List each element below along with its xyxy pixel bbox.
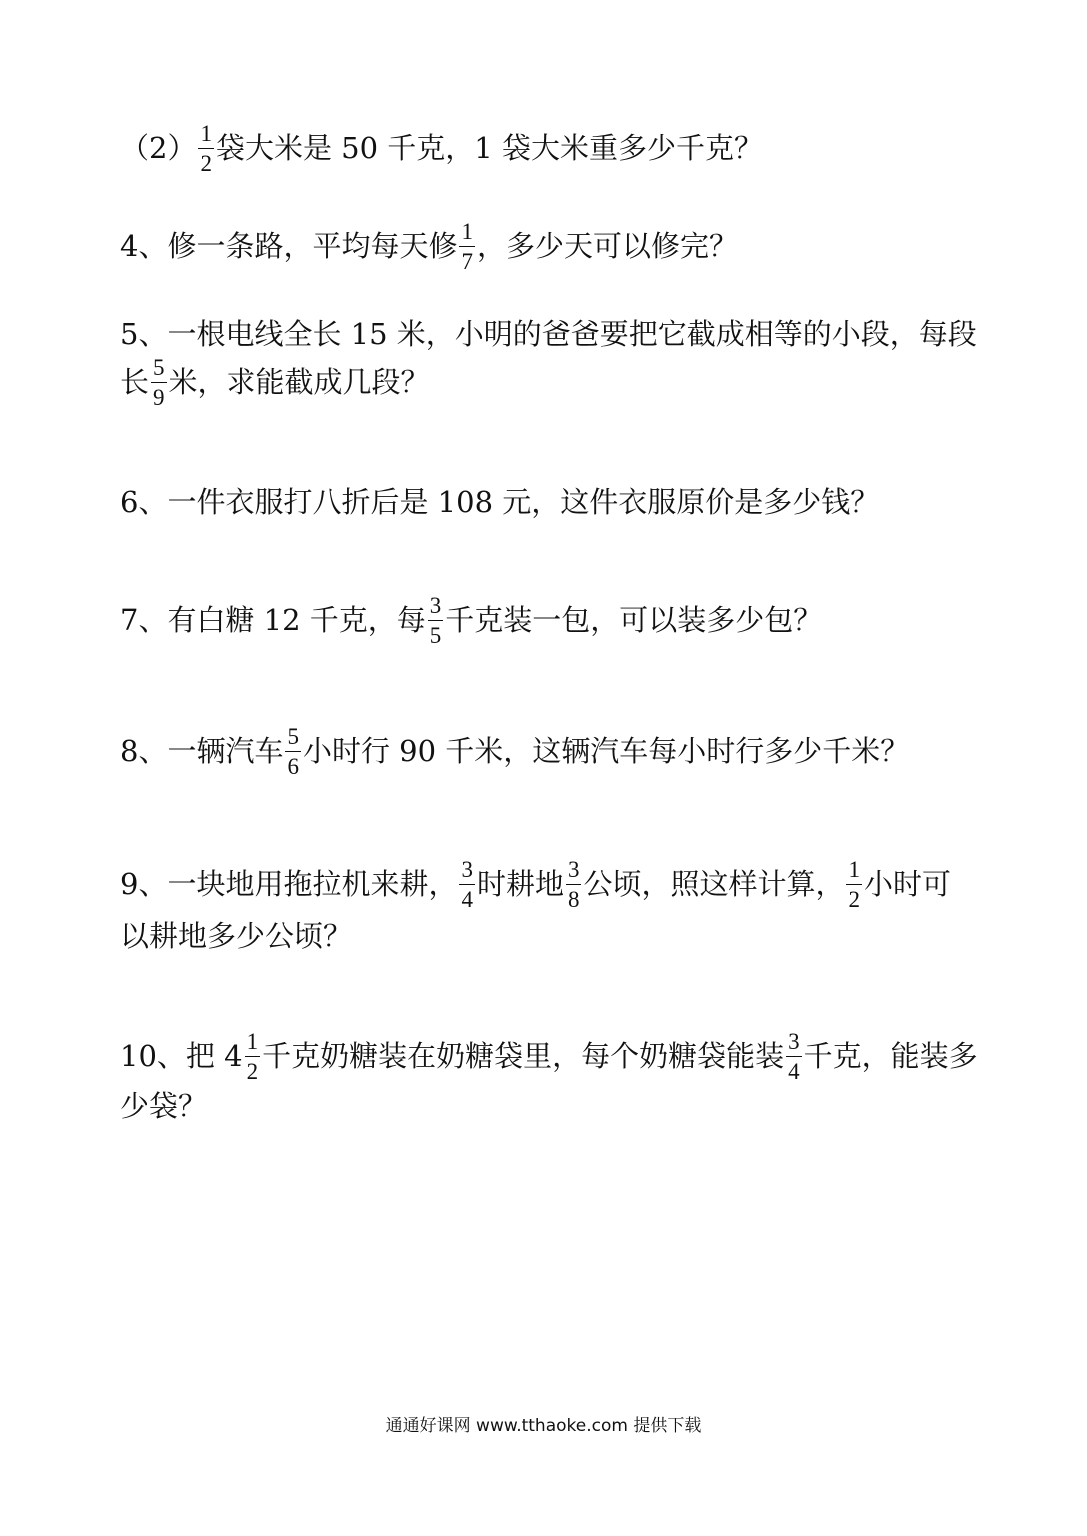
fraction-denominator: 9	[153, 385, 165, 410]
q8-text: 小时行 90 千米，这辆汽车每小时行多少千米？	[302, 734, 910, 768]
q4-prefix: 4、修一条路，平均每天修	[120, 229, 458, 263]
fraction-denominator: 2	[848, 887, 860, 912]
footer-credit: 通通好课网 www.tthaoke.com 提供下载	[385, 1416, 702, 1436]
question-9-line-2	[120, 919, 353, 953]
fraction-numerator: 3	[459, 858, 475, 885]
fraction-numerator: 1	[245, 1030, 261, 1057]
q7-prefix: 7、有白糖 12 千克，每	[120, 603, 426, 637]
q6-text: 6、一件衣服打八折后是 108 元，这件衣服原价是多少钱？	[120, 485, 880, 519]
q10-line2: 少袋？	[120, 1089, 208, 1123]
fraction	[459, 858, 475, 911]
q10-prefix: 10、把 4	[120, 1039, 243, 1073]
fraction	[198, 122, 214, 175]
fraction	[566, 858, 582, 911]
fraction-denominator: 8	[567, 887, 580, 912]
fraction-numerator: 3	[786, 1030, 802, 1057]
q9-prefix: 9、一块地用拖拉机来耕，	[120, 867, 458, 901]
fraction	[846, 858, 862, 911]
q5-line1: 5、一根电线全长 15 米，小明的爸爸要把它截成相等的小段，每段	[120, 317, 977, 351]
fraction-numerator: 5	[151, 356, 167, 383]
question-7	[120, 594, 822, 647]
q9-text: 小时可	[863, 867, 951, 901]
q5-line2-prefix: 长	[120, 365, 150, 399]
q2-sub-prefix: （2）	[120, 131, 197, 165]
q9-mid1: 时耕地	[476, 867, 564, 901]
q9-line2: 以耕地多少公顷？	[120, 919, 353, 953]
q2-sub-text: 袋大米是 50 千克，1 袋大米重多少千克？	[215, 131, 763, 165]
fraction-denominator: 7	[461, 249, 473, 274]
fraction-denominator: 6	[287, 754, 299, 779]
fraction	[245, 1030, 261, 1083]
fraction-numerator: 1	[459, 220, 475, 247]
fraction	[285, 725, 301, 778]
q10-mid1: 千克奶糖装在奶糖袋里，每个奶糖袋能装	[262, 1039, 785, 1073]
fraction-numerator: 3	[566, 858, 582, 885]
fraction-numerator: 3	[428, 594, 444, 621]
fraction-numerator: 1	[198, 122, 214, 149]
question-2-sub	[120, 122, 763, 175]
q7-text: 千克装一包，可以装多少包？	[445, 603, 823, 637]
question-10-line-1	[120, 1030, 978, 1083]
fraction	[786, 1030, 802, 1083]
question-5-line-1	[120, 317, 977, 351]
question-10-line-2	[120, 1089, 208, 1123]
fraction-numerator: 1	[846, 858, 862, 885]
fraction-denominator: 2	[246, 1059, 259, 1084]
fraction	[428, 594, 444, 647]
question-9-line-1	[120, 858, 951, 911]
q4-text: ，多少天可以修完？	[476, 229, 738, 263]
fraction-denominator: 2	[200, 151, 212, 176]
q10-text: 千克，能装多	[803, 1039, 978, 1073]
question-8	[120, 725, 909, 778]
question-6	[120, 485, 880, 519]
fraction	[459, 220, 475, 273]
q8-prefix: 8、一辆汽车	[120, 734, 284, 768]
fraction	[151, 356, 167, 409]
question-4	[120, 220, 738, 273]
fraction-denominator: 4	[461, 887, 473, 912]
fraction-numerator: 5	[285, 725, 301, 752]
q9-mid2: 公顷，照这样计算，	[583, 867, 845, 901]
q5-line2-text: 米，求能截成几段？	[168, 365, 430, 399]
fraction-denominator: 5	[429, 623, 442, 648]
question-5-line-2	[120, 356, 430, 409]
fraction-denominator: 4	[788, 1059, 800, 1084]
